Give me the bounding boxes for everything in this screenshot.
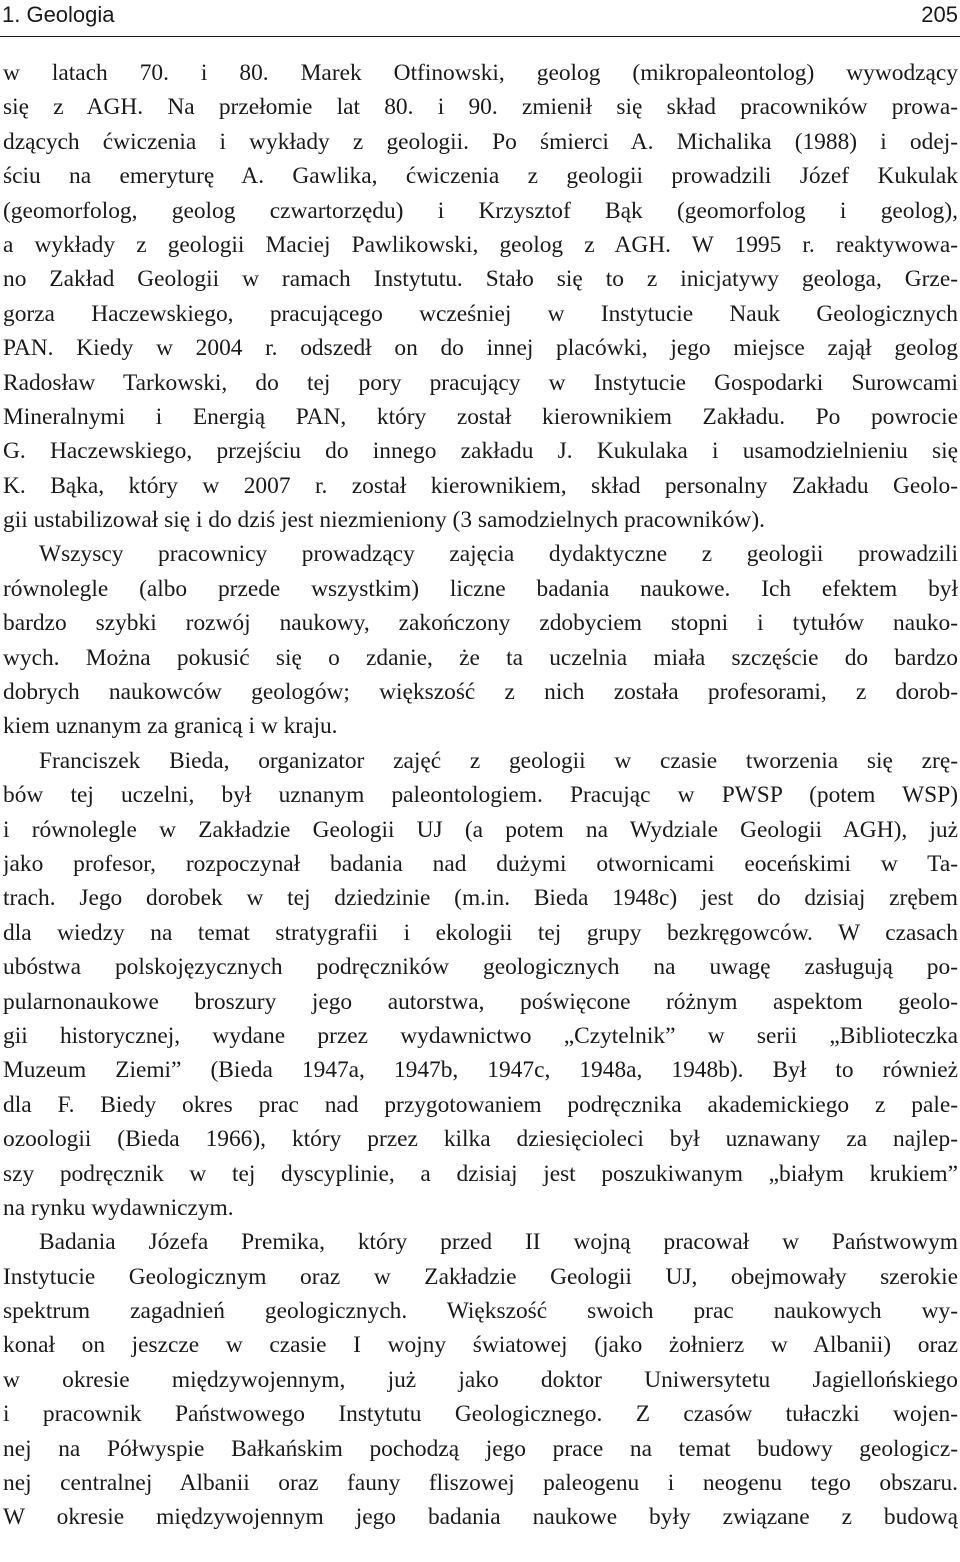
text-line: pularnonaukowe broszury jego autorstwa, poświęcone różnym aspektom geolo- [3, 988, 958, 1015]
text-line: dzących ćwiczenia i wykłady z geologii. Po śmierci A. Michalika (1988) i odej- [3, 128, 958, 155]
section-title: 1. Geologia [2, 2, 115, 27]
text-line: dla wiedzy na temat stratygrafii i ekologii tej grupy bezkręgowców. W czasach [3, 919, 958, 946]
text-line: Instytucie Geologicznym oraz w Zakładzie Geologii UJ, obejmowały szerokie [3, 1263, 958, 1290]
text-line: konał on jeszcze w czasie I wojny światowej (jako żołnierz w Albanii) oraz [3, 1332, 958, 1359]
text-line: wych. Można pokusić się o zdanie, że ta uczelnia miała szczęście do bardzo [3, 644, 958, 671]
text-line: nej centralnej Albanii oraz fauny fliszowej paleogenu i neogenu tego obszaru. [3, 1470, 958, 1497]
text-line: szy podręcznik w tej dyscyplinie, a dzisiaj jest poszukiwanym „białym krukiem” [3, 1160, 958, 1187]
text-line: dobrych naukowców geologów; większość z nich została profesorami, z dorob- [3, 679, 958, 706]
text-line: Franciszek Bieda, organizator zajęć z geologii w czasie tworzenia się zrę- [39, 747, 958, 774]
text-line: Wszyscy pracownicy prowadzący zajęcia dydaktyczne z geologii prowadzili [39, 541, 958, 568]
page-number: 205 [921, 2, 958, 27]
text-line: G. Haczewskiego, przejściu do innego zakładu J. Kukulaka i usamodzielnieniu się [3, 438, 958, 465]
paragraph [3, 56, 958, 537]
text-line: Badania Józefa Premika, który przed II wojną pracował w Państwowym [39, 1229, 958, 1256]
text-line: trach. Jego dorobek w tej dziedzinie (m.in. Bieda 1948c) jest do dzisiaj zrębem [3, 885, 958, 912]
text-line: bów tej uczelni, był uznanym paleontologiem. Pracując w PWSP (potem WSP) [3, 782, 958, 809]
body-text [3, 56, 958, 1535]
text-line: bardzo szybki rozwój naukowy, zakończony zdobyciem stopni i tytułów nauko- [3, 610, 958, 637]
running-head [0, 0, 960, 37]
text-line: nej na Półwyspie Bałkańskim pochodzą jego prace na temat budowy geologicz- [3, 1435, 958, 1462]
text-line: gii ustabilizował się i do dziś jest niezmieniony (3 samodzielnych pracowników). [3, 507, 765, 534]
text-line: ściu na emeryturę A. Gawlika, ćwiczenia z geologii prowadzili Józef Kukulak [3, 163, 958, 190]
text-line: w latach 70. i 80. Marek Otfinowski, geolog (mikropaleontolog) wywodzący [3, 60, 958, 86]
text-line: Muzeum Ziemi” (Bieda 1947a, 1947b, 1947c, 1948a, 1948b). Był to również [3, 1057, 958, 1084]
text-line: na rynku wydawniczym. [3, 1194, 234, 1221]
text-line: W okresie międzywojennym jego badania naukowe były związane z budową [3, 1504, 958, 1531]
text-line: Mineralnymi i Energią PAN, który został kierownikiem Zakładu. Po powrocie [3, 403, 958, 430]
text-line: ubóstwa polskojęzycznych podręczników geologicznych na uwagę zasługują po- [3, 954, 958, 981]
text-line: jako profesor, rozpoczynał badania nad dużymi otwornicami eoceńskimi w Ta- [3, 850, 958, 877]
text-line: Radosław Tarkowski, do tej pory pracujący w Instytucie Gospodarki Surowcami [3, 369, 958, 396]
text-line: a wykłady z geologii Maciej Pawlikowski, geolog z AGH. W 1995 r. reaktywowa- [3, 231, 958, 258]
text-line: gorza Haczewskiego, pracującego wcześniej w Instytucie Nauk Geologicznych [3, 300, 958, 327]
text-line: i równolegle w Zakładzie Geologii UJ (a potem na Wydziale Geologii AGH), już [3, 816, 958, 843]
text-line: dla F. Biedy okres prac nad przygotowaniem podręcznika akademickiego z pale- [3, 1091, 958, 1118]
text-line: się z AGH. Na przełomie lat 80. i 90. zmienił się skład pracowników prowa- [3, 94, 958, 121]
text-line: K. Bąka, który w 2007 r. został kierownikiem, skład personalny Zakładu Geolo- [3, 472, 958, 499]
text-line: i pracownik Państwowego Instytutu Geologicznego. Z czasów tułaczki wojen- [3, 1401, 958, 1428]
text-line: (geomorfolog, geolog czwartorzędu) i Krzysztof Bąk (geomorfolog i geolog), [3, 197, 958, 224]
text-line: ozoologii (Bieda 1966), który przez kilka dziesięcioleci był uznawany za najlep- [3, 1126, 958, 1153]
text-line: gii historycznej, wydane przez wydawnictwo „Czytelnik” w serii „Biblioteczka [3, 1022, 958, 1049]
paragraph [3, 1225, 958, 1535]
paragraph [3, 744, 958, 1225]
paragraph [3, 537, 958, 743]
text-line: w okresie międzywojennym, już jako doktor Uniwersytetu Jagiellońskiego [3, 1366, 958, 1393]
text-line: spektrum zagadnień geologicznych. Większość swoich prac naukowych wy- [3, 1298, 958, 1325]
text-line: równolegle (albo przede wszystkim) liczne badania naukowe. Ich efektem był [3, 575, 958, 602]
text-line: no Zakład Geologii w ramach Instytutu. Stało się to z inicjatywy geologa, Grze- [3, 266, 958, 293]
text-line: PAN. Kiedy w 2004 r. odszedł on do innej placówki, jego miejsce zajął geolog [3, 335, 958, 362]
text-line: kiem uznanym za granicą i w kraju. [3, 713, 338, 740]
